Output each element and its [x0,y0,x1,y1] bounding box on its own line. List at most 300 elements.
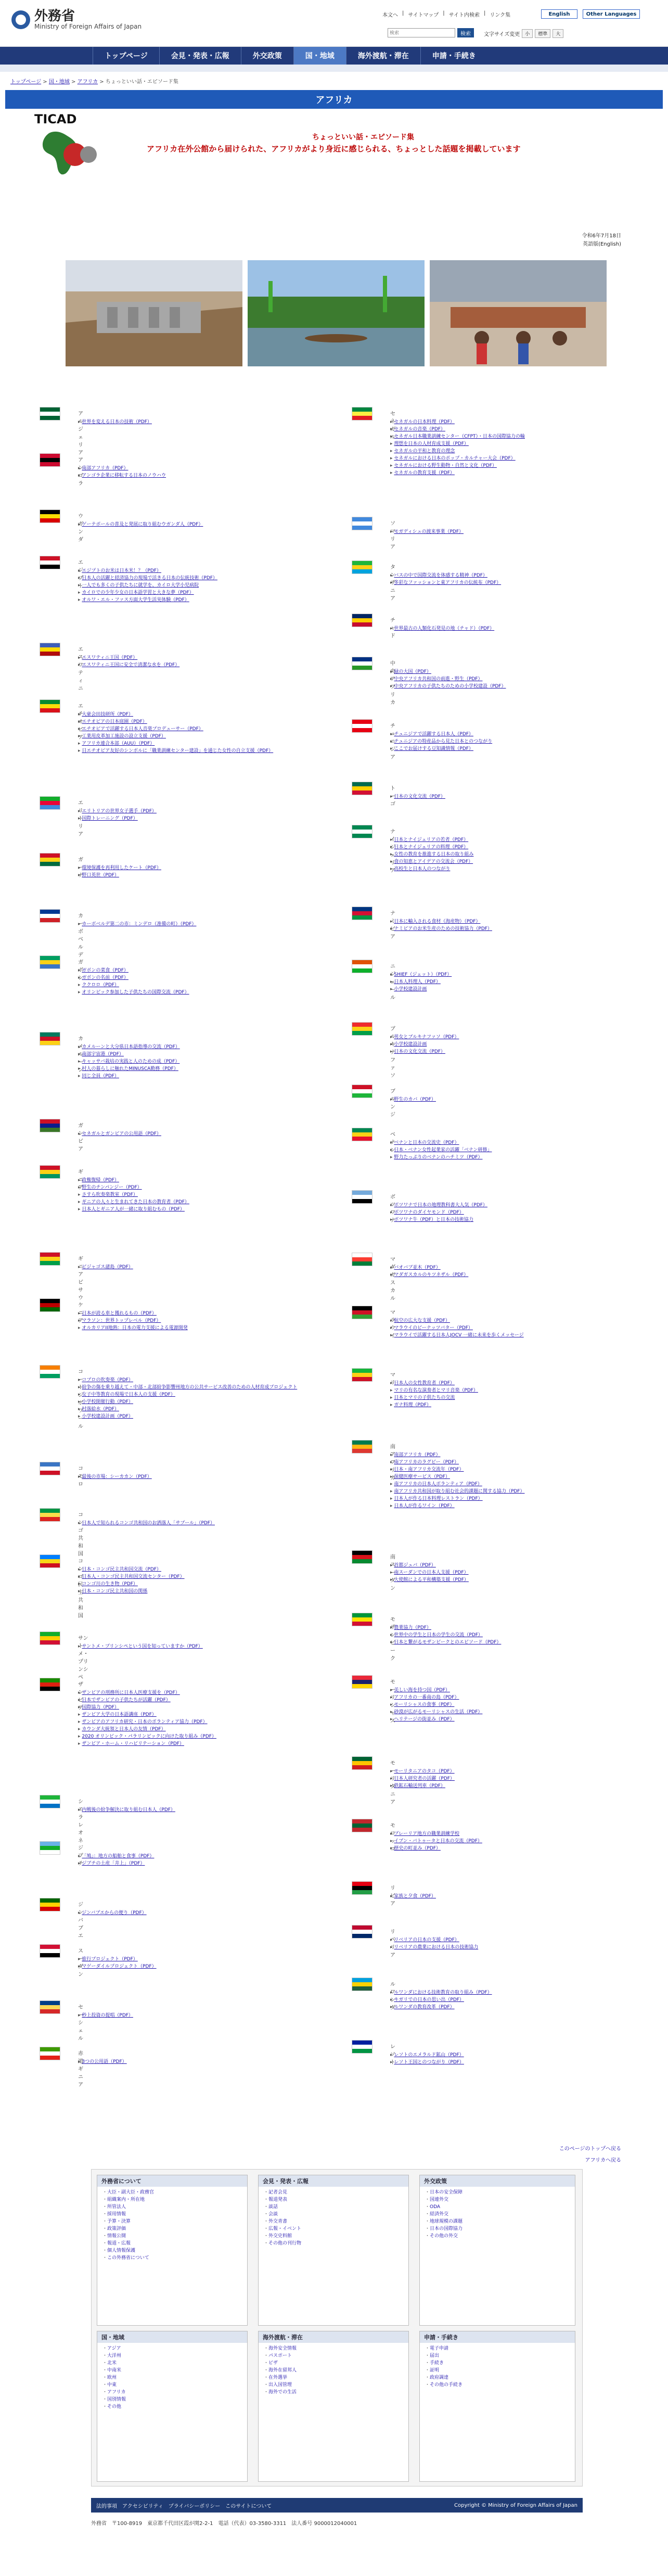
episode-item [78,1376,297,1384]
country-flag-icon [40,643,60,656]
country-links [78,1806,175,1814]
episode-link[interactable]: 緑の大国（PDF） [394,669,431,674]
episode-item [390,1576,469,1584]
country-name: コンゴ民主共和国 [78,1559,83,1619]
episode-link[interactable]: ルワンダにおける技術教育の取り組み（PDF） [394,1990,492,1996]
sitemap-link[interactable]: ・ 所管法人 [102,2203,242,2211]
episode-link[interactable]: 南部アフリカ（PDF） [82,465,129,471]
episode-link[interactable]: 南アフリカ共和国が取り組む社会的課題に関する協力（PDF） [394,1489,525,1495]
episode-item [78,1051,180,1058]
episode-link[interactable]: リベリアの農業における日本の技術協力 [394,1944,479,1950]
episode-link[interactable]: オルカリアII地熱：日本の電力支援による電源開発 [82,1325,188,1331]
episode-item [390,1139,492,1146]
episode-link[interactable]: 紛争の傷を乗り越えて・中部・北部紛争影響州地方の公共サービス改善のための人材育成プロジェクト [82,1385,298,1391]
sitemap-link[interactable]: ・ ビザ [264,2360,403,2367]
episode-link[interactable]: セネガルとガンビアの公用語（PDF） [82,1131,161,1137]
episode-link[interactable]: 日本人とギニア人が一緒に取り組むもの（PDF） [82,1207,185,1213]
episode-link[interactable]: 日エチオピア友好のシンボルに「職業訓練センター建設」を通じた女性の自立支援（PDF） [82,748,274,754]
breadcrumb-item[interactable]: 国・地域 [48,79,70,85]
episode-link[interactable]: イブン・バトゥータと日本の交流（PDF） [394,1839,482,1844]
episode-link[interactable]: 日本人料理人（PDF） [394,979,441,985]
footer-sitemap [91,2169,583,2486]
episode-link[interactable]: ザンビアのアフリカ研究・日本のボランティア協力（PDF） [82,1719,208,1725]
sitemap-link[interactable]: ・ 中南米 [102,2367,242,2374]
episode-link[interactable]: 食の知恵とアイデアの交流会（PDF） [394,859,473,865]
episode-link[interactable]: 男女とブルキナファソ（PDF） [394,1034,459,1040]
episode-link[interactable]: セネガルの平和と教育の理念 [394,449,455,454]
episode-link[interactable]: レソト王国とのつながり（PDF） [394,2060,464,2065]
english-button[interactable]: English [541,9,577,19]
episode-link[interactable]: 日本とナイジェリアの料理（PDF） [394,845,469,850]
sitemap-link[interactable]: ・ 出入国管理 [264,2381,403,2389]
sitemap-link[interactable]: ・ 採用情報 [102,2211,242,2218]
episode-link[interactable]: 中央アフリカの子供たちのための小学校建設（PDF） [394,684,506,689]
episode-link[interactable]: ここでお届けする豆知識情報（PDF） [394,746,473,751]
episode-link[interactable]: セネガルにおける野生動物・自然と文化（PDF） [394,463,497,468]
episode-item [78,711,273,718]
episode-link[interactable]: セネガルにおける日本のポップ・カルチャー大会（PDF） [394,456,516,461]
episode-link[interactable]: 日本・南アフリカ交流年（PDF） [394,1467,464,1473]
episode-link[interactable]: 国際協力（PDF） [82,1704,119,1710]
dam-photo [66,260,242,366]
sitemap-link[interactable]: ・ 政府調達 [425,2374,570,2381]
country-flag-icon [352,614,372,627]
episode-link[interactable]: セネガルの音楽（PDF） [394,427,445,432]
episode-link[interactable]: コンゴ川の生き物（PDF） [82,1582,138,1587]
episode-link[interactable]: マラウイのピーナッツバター（PDF） [394,1325,473,1331]
country-links [390,1624,501,1646]
episode-link[interactable]: ククロロ（PDF） [82,983,119,988]
episode-link[interactable]: 多彩なファッションと東アフリカの伝統布（PDF） [394,580,502,585]
episode-link[interactable]: 最後の市場：シーカカン（PDF） [82,1474,152,1480]
country-flag-icon [352,1756,372,1770]
episode-item [390,462,525,469]
episode-link[interactable]: ザンビアの刑務所に日本人医療支援を（PDF） [82,1690,180,1695]
episode-link[interactable]: 大使館による平和構築支援（PDF） [394,1577,469,1583]
sitemap-link[interactable]: ・ その他の刊行物 [264,2240,403,2247]
episode-item [390,1701,482,1708]
episode-link[interactable]: 日本人・コンゴ民主共和国交流センター（PDF） [82,1574,185,1580]
episode-link[interactable]: 日本でザンビアの子供たちが活躍（PDF） [82,1697,171,1703]
episode-link[interactable]: 日本・ベナン女性起業家の活躍「ベナン研修」 [394,1147,492,1153]
sitemap-link[interactable]: ・ 海外安全情報 [264,2345,403,2352]
episode-link[interactable]: 一人でも多くの子供たちに就学を、カイロ大学小児病院 [82,583,199,589]
sitemap-link[interactable]: ・ パスポート [264,2352,403,2360]
nav-item[interactable]: トップページ [93,47,159,65]
episode-item [390,1562,469,1569]
country-flag-icon [352,782,372,795]
episode-link[interactable]: セネガルの日本料理（PDF） [394,419,455,425]
country-links [78,711,273,755]
sitemap-link[interactable]: ・ 手続き [425,2360,570,2367]
episode-link[interactable]: 南アフリカのラグビー（PDF） [394,1460,459,1465]
sitemap-link[interactable]: ・ 予算・決算 [102,2218,242,2225]
episode-link[interactable]: 野口英世（PDF） [82,872,119,878]
nav-item[interactable]: 会見・発表・広報 [159,47,241,65]
episode-link[interactable]: 小学校建設計画（PDF） [82,1414,133,1420]
episode-link[interactable]: 高校生と日本人のつながり [394,866,451,872]
sitemap-link[interactable]: ・ 欧州 [102,2374,242,2381]
episode-link[interactable]: 日本が誇る車と獲れるもの（PDF） [82,1311,157,1317]
country-links [78,1520,215,1527]
country-links [390,731,492,753]
episode-link[interactable]: マラソン：世界トップレベル（PDF） [82,1318,161,1324]
episode-item [390,918,492,925]
sitemap-link[interactable]: ・ 経済外交 [425,2211,570,2218]
episode-link[interactable]: 秒上投資の提唱（PDF） [82,2013,133,2018]
country-name: コモロ [78,1466,83,1488]
country-name: ソマリア [390,521,395,551]
episode-item [78,989,189,996]
sitemap-link[interactable]: ・ 日本の安全保障 [425,2189,570,2196]
country-name: スーダン [78,1948,83,1978]
episode-item [78,1726,216,1733]
episode-item [78,1043,180,1051]
font-size-normal-button[interactable]: 標準 [535,29,550,38]
episode-item [390,675,506,683]
episode-item [390,1481,524,1488]
sitemap-link[interactable]: ・ 届出 [425,2352,570,2360]
episode-link[interactable]: ベナンと日本の交流史（PDF） [394,1140,459,1146]
episode-link[interactable]: 工業用皮革加工施設の設立支援（PDF） [82,733,166,739]
country-flag-icon [40,1795,60,1808]
episode-link[interactable]: バスの中で国際交流を体感する精神（PDF） [394,572,487,578]
country-links [78,1643,203,1650]
sitemap-block [419,2331,575,2482]
sitemap-link[interactable]: ・ アフリカ [102,2389,242,2396]
font-size-small-button[interactable]: 小 [522,29,533,38]
util-link[interactable]: サイト内検索 [448,12,480,18]
sitemap-link[interactable]: ・ 証明 [425,2367,570,2374]
episode-item [390,433,525,440]
nav-item[interactable]: 申請・手続き [420,47,487,65]
episode-link[interactable]: アフリカ連合本部（AUU）（PDF） [82,741,155,746]
episode-link[interactable]: 美しい海を持つ国（PDF） [394,1687,450,1693]
sitemap-link[interactable]: ・ 記者会見 [264,2189,403,2196]
episode-link[interactable]: エジプトのお米は日本米！？（PDF） [82,568,161,574]
sitemap-link[interactable]: ・ 談話 [264,2203,403,2211]
sitemap-link[interactable]: ・ 日本の国際協力 [425,2225,570,2233]
country-flag-icon [352,825,372,838]
sitemap-heading[interactable]: 外交政策 [420,2175,575,2187]
episode-link[interactable]: 女性の教育を推進する日本の取り組み [394,852,474,858]
episode-link[interactable]: 小学校建設計画 [394,986,427,992]
episode-item [390,1459,524,1466]
nav-item[interactable]: 海外渡航・滞在 [346,47,420,65]
country-name: マリ [390,1372,395,1386]
english-version-link[interactable]: 英語版(English) [583,241,621,247]
episode-link[interactable]: カイロでの少年少女の日本語学習と大きな夢（PDF） [82,590,194,596]
episode-item [390,1041,459,1048]
episode-link[interactable]: 日本と繋がるモザンビークとのエピソード（PDF） [394,1639,502,1645]
episode-link[interactable]: 理想を日本の人材育成支援（PDF） [394,441,469,447]
episode-link[interactable]: 日本人の女性教育者（PDF） [394,1380,455,1386]
episode-link[interactable]: リベリアの日本の支援（PDF） [394,1937,459,1943]
sitemap-link[interactable]: ・ 大洋州 [102,2352,242,2360]
back-to-africa-link[interactable]: アフリカへ戻る [585,2158,621,2163]
episode-link[interactable]: マラウイで活躍する日本人JOCV 一緒に未来を歩くメッセージ [394,1332,524,1338]
sitemap-heading[interactable]: 申請・手続き [420,2331,575,2343]
episode-link[interactable]: マゲーダイルプロジェクト（PDF） [82,1963,157,1969]
episode-link[interactable]: 小学校開催行動（PDF） [82,1399,133,1405]
sitemap-link[interactable]: ・ アジア [102,2345,242,2352]
episode-link[interactable]: 世界最古の人類化石発見の地（チャド）（PDF） [394,626,495,631]
font-size-large-button[interactable]: 大 [553,29,563,38]
episode-link[interactable]: 保健医療サービス（PDF） [394,1474,450,1480]
episode-link[interactable]: 砂漠が広がるモーリシャスの生活（PDF） [394,1709,483,1715]
country-name: ケニア [78,1303,83,1324]
episode-link[interactable]: 中央アフリカ共和国の前進・野生（PDF） [394,677,483,682]
episode-link[interactable]: 旅行プロジェクト（PDF） [82,1956,138,1962]
episode-link[interactable]: 日本・コンゴ民主共和国交流（PDF） [82,1567,161,1573]
search-input[interactable] [388,28,455,37]
episode-link[interactable]: ボツワナで日本の地理教科書大人気（PDF） [394,1203,487,1208]
episode-link[interactable]: チュニジアで活躍する日本人（PDF） [394,732,473,737]
episode-link[interactable]: 南アフリカの日本人ボランティア（PDF） [394,1482,482,1487]
episode-link[interactable]: 国際トレーニング（PDF） [82,816,138,822]
episode-link[interactable]: 野生のカバ（PDF） [394,1096,436,1102]
episode-link[interactable]: ガボンの菜食（PDF） [82,968,129,974]
country-links [78,1909,147,1917]
country-name: ルワンダ [390,1982,395,2011]
episode-link[interactable]: 村落給水（PDF） [82,1407,119,1412]
country-name: モーリタニア [390,1761,395,1806]
episode-link[interactable]: SHIEF（ジェット）（PDF） [394,972,452,977]
country-name: ガボン [78,960,83,981]
episode-link[interactable]: 日本に輸入される食材（海産物）（PDF） [394,919,481,924]
country-name: ギニアビサウ [78,1256,83,1302]
episode-link[interactable]: 日本人で知られるコンゴ共和国のお洒落人「サプール」（PDF） [82,1521,215,1526]
search-button[interactable]: 検索 [457,28,474,37]
episode-item [390,1944,478,1951]
sitemap-link[interactable]: ・ 中東 [102,2381,242,2389]
country-links [390,1936,478,1951]
nav-item[interactable]: 外交政策 [241,47,293,65]
episode-link[interactable]: キャッサバ栽培の実践と人のための成（PDF） [82,1059,180,1065]
episode-link[interactable]: オルワ・エル・ファス方面大学生活実体験（PDF） [82,597,189,603]
episode-link[interactable]: 村人の暮らしに触れたMINUSCA勤務（PDF） [82,1066,178,1072]
episode-link[interactable]: バオバブ並木（PDF） [394,1265,441,1271]
breadcrumb-item[interactable]: アフリカ [77,79,98,85]
sitemap-link[interactable]: ・ 個人情報保護 [102,2247,242,2254]
episode-link[interactable]: ビジャゴス諸島（PDF） [82,1265,133,1270]
episode-item [78,1806,175,1814]
episode-link[interactable]: 「鳩」：地方の船舶と食事（PDF） [82,1854,155,1859]
episode-link[interactable]: 3つの公用語（PDF） [82,2059,127,2064]
episode-link[interactable]: エチオピアで活躍する日本人音楽プロデューサー（PDF） [82,726,203,732]
sitemap-link[interactable]: ・ その他 [102,2403,242,2411]
country-flag-icon [352,1819,372,1832]
episode-item [390,572,501,579]
episode-link[interactable]: カーボベルデ第二の市：ミンデロ（准備の町）（PDF） [82,922,197,927]
sitemap-link[interactable]: ・ 外交史料館 [264,2233,403,2240]
country-links [78,1177,189,1213]
episode-item [390,1893,436,1900]
episode-item [390,865,473,873]
episode-link[interactable]: 鉄鉱石輸送列車（PDF） [394,1783,445,1789]
episode-link[interactable]: 農業協力（PDF） [394,1625,431,1630]
episode-link[interactable]: オリンピック参加した子供たちの国際交流（PDF） [82,990,189,996]
breadcrumb-item[interactable]: トップページ [10,79,42,85]
episode-link[interactable]: サントメ・プリンシペという国を知っていますか（PDF） [82,1643,203,1649]
episode-link[interactable]: ゲーテボールの普及と発展に取り組むウガンダ人（PDF） [82,522,203,528]
episode-link[interactable]: エスワティニ王国に安全で清潔な水を（PDF） [82,662,180,668]
episode-link[interactable]: ナミビアのお米生産のための技術協力（PDF） [394,926,492,932]
episode-link[interactable]: マダガスカルのキツネザル（PDF） [394,1272,469,1278]
episode-link[interactable]: 大豪会田技研所（PDF） [82,711,133,717]
episode-link[interactable]: コプロの吹奏楽（PDF） [82,1378,133,1383]
episode-link[interactable]: ギニアの人々と生まれてきた日本の教育者（PDF） [82,1200,189,1205]
sitemap-list [259,2343,408,2398]
episode-item [390,844,473,851]
episode-link[interactable]: チュニジアの特産品から見た日本とのつながり [394,739,493,744]
episode-link[interactable]: 航空の広大な支援（PDF） [394,1318,450,1323]
episode-link[interactable]: 首都ジュバ（PDF） [394,1562,436,1568]
country-links [78,2012,133,2019]
sitemap-link[interactable]: ・ 報道発表 [264,2196,403,2203]
episode-link[interactable]: カウンダ大統領と日本人の友情（PDF） [82,1726,166,1732]
episode-link[interactable]: 日本人が作る日本料理レストラン（PDF） [394,1496,483,1502]
episode-link[interactable]: さすら吹奏楽教室（PDF） [82,1192,138,1198]
episode-link[interactable]: セネガル日本職業訓練センター（CFPT）・日本の国際協力の輪 [394,434,525,439]
episode-link[interactable]: ブレーリア地方の職業訓練学校 [394,1831,460,1837]
episode-link[interactable]: 2020 オリンピック・パラリンピックに向けた取り組み（PDF） [82,1733,216,1739]
episode-link[interactable]: レソトのエメラルド鉱山（PDF） [394,2052,464,2058]
episode-link[interactable]: キガリでの日本の思い出（PDF） [394,1997,464,2003]
sitemap-link[interactable]: ・ 海外での生活 [264,2389,403,2396]
episode-link[interactable]: ジブチの土産「井上」（PDF） [82,1861,145,1867]
episode-link[interactable]: モガディシュの渡来事業（PDF） [394,529,464,535]
site-logo[interactable] [11,9,142,30]
episode-item [78,864,161,872]
episode-link[interactable]: 世界中の学生と日本の学生の交流（PDF） [394,1632,483,1638]
episode-item [390,1264,468,1271]
episode-link[interactable]: セネガルの教育支援（PDF） [394,470,455,476]
page-title: アフリカ [5,90,663,109]
episode-link[interactable]: ガナ料理（PDF） [394,1402,431,1408]
episode-link[interactable]: エリトリアの世界女子選手（PDF） [82,809,157,814]
back-to-top-link[interactable]: このページのトップへ戻る [559,2146,621,2152]
country-name: コートジボワール [78,1369,83,1430]
episode-link[interactable]: 家族と夕食（PDF） [394,1894,436,1899]
episode-link[interactable]: 日本とマリの子供たちの交流 [394,1395,455,1400]
episode-link[interactable]: ザンビア・ホーム・リハビリテーション（PDF） [82,1741,184,1746]
sitemap-link[interactable]: ・ ODA [425,2203,570,2211]
episode-link[interactable]: モーリタニアのタコ（PDF） [394,1769,455,1775]
episode-link[interactable]: カメルーンと大分県日本語指導の交流（PDF） [82,1044,180,1050]
sitemap-link[interactable]: ・ 大臣・副大臣・政務官 [102,2189,242,2196]
util-link[interactable]: リンク集 [490,12,511,18]
sitemap-link[interactable]: ・ 電子申請 [425,2345,570,2352]
episode-link[interactable]: 南スーダンでの日本人支援（PDF） [394,1570,469,1575]
util-link[interactable]: 本文へ [382,12,398,18]
sitemap-link[interactable]: ・ 外交青書 [264,2218,403,2225]
episode-link[interactable]: 日本人研究者の活躍（PDF） [394,1776,455,1782]
sitemap-link[interactable]: ・ 国別情報 [102,2396,242,2403]
episode-link[interactable]: モーリシャスの食事（PDF） [394,1702,455,1707]
episode-link[interactable]: 日本・コンゴ民主共和国の関係 [82,1589,148,1595]
sitemap-heading[interactable]: 外務省について [97,2175,247,2187]
sitemap-link[interactable]: ・ 国連外交 [425,2196,570,2203]
episode-link[interactable]: 南部アフリカ（PDF） [394,1452,441,1458]
sitemap-link[interactable]: ・ その他の手続き [425,2381,570,2389]
episode-link[interactable]: 歴史の町並み（PDF） [394,1846,441,1852]
episode-link[interactable]: 環境保護を再利用したケート（PDF） [82,865,161,871]
episode-link[interactable]: ボツワナのダイヤモンド（PDF） [394,1210,464,1216]
episode-link[interactable]: エスワティニ王国（PDF） [82,655,138,661]
episode-link[interactable]: 女子中等教育の現場で日本人の支援（PDF） [82,1392,175,1398]
sitemap-link[interactable]: ・ 北米 [102,2360,242,2367]
country-flag-icon [40,1252,60,1266]
sitemap-link[interactable]: ・ 広報・イベント [264,2225,403,2233]
episode-link[interactable]: 日本の文化交流（PDF） [394,1049,445,1054]
episode-link[interactable]: 同じ全員（PDF） [82,1074,119,1079]
sitemap-heading[interactable]: 会見・発表・広報 [259,2175,408,2187]
logo-subtitle: Ministry of Foreign Affairs of Japan [34,23,142,30]
sitemap-link[interactable]: ・ 地球規模の課題 [425,2218,570,2225]
sitemap-link[interactable]: ・ 在外選挙 [264,2374,403,2381]
nav-item[interactable]: 国・地域 [293,47,346,65]
other-languages-button[interactable]: Other Languages [583,9,640,19]
episode-link[interactable]: 日本人が作るワイン（PDF） [394,1503,455,1509]
sitemap-heading[interactable]: 国・地域 [97,2331,247,2343]
episode-item [78,1711,216,1718]
sitemap-link[interactable]: ・ 報道・広報 [102,2240,242,2247]
sitemap-link[interactable]: ・ この外務省について [102,2254,242,2262]
sitemap-link[interactable]: ・ 情報公開 [102,2233,242,2240]
episode-link[interactable]: 小学校建設計画 [394,1041,427,1047]
episode-link[interactable]: マリの有名な演奏者とマリ音楽（PDF） [394,1387,478,1393]
sitemap-heading[interactable]: 海外渡航・滞在 [259,2331,408,2343]
logo-title: 外務省 [34,8,75,24]
episode-link[interactable]: 日本とナイジェリアの若者（PDF） [394,837,469,843]
episode-link[interactable]: 政権復帰（PDF） [82,1178,119,1183]
episode-link[interactable]: アンゴラ企業に移転する日本のノウハウ [82,473,166,478]
episode-link[interactable]: ルワンダの教育改革（PDF） [394,2005,455,2010]
episode-link[interactable]: 内戦後の紛争解決に取り組む日本人（PDF） [82,1807,175,1813]
sitemap-link[interactable]: ・ 政策評価 [102,2225,242,2233]
episode-link[interactable]: 南部宇宙港（PDF） [82,1052,124,1057]
country-flag-icon [352,657,372,670]
episode-link[interactable]: 野力たっぷりのベナンのハチミツ（PDF） [394,1155,483,1161]
sitemap-link[interactable]: ・ その他の外交 [425,2233,570,2240]
episode-link[interactable]: ガボンの名前（PDF） [82,975,129,981]
episode-link[interactable]: エチオピアの日本庭園（PDF） [82,719,147,724]
episode-item [390,2051,464,2059]
episode-link[interactable]: アフリカの一番南の島（PDF） [394,1694,459,1700]
episode-item [390,2059,464,2066]
sitemap-link[interactable]: ・ 会談 [264,2211,403,2218]
util-link[interactable]: サイトマップ [408,12,439,18]
country-name: セーシェル [78,2005,83,2042]
episode-link[interactable]: 世界を変える日本の技術（PDF） [82,419,152,425]
episode-link[interactable]: ヘリテージの街並み（PDF） [394,1716,455,1722]
episode-link[interactable]: ザンビア大学の日本語講座（PDF） [82,1712,157,1717]
country-name: ジブチ [78,1845,83,1867]
country-links [78,1043,180,1080]
episode-link[interactable]: 日本の文化交流（PDF） [394,794,445,799]
episode-link[interactable]: ジンバブエからの便り（PDF） [82,1910,147,1916]
episode-link[interactable]: ボツワナ牛（PDF）と日本の技術協力 [394,1217,473,1223]
breadcrumb-item: ちょっといい話・エピソード集 [105,79,178,85]
sitemap-link[interactable]: ・ 組織案内・所在地 [102,2196,242,2203]
footer-links[interactable]: 法的事項 アクセシビリティ プライバシーポリシー このサイトについて [96,2503,272,2509]
country-links [390,1380,478,1409]
country-links [390,1451,524,1510]
episode-link[interactable]: 野生のチンパンジー（PDF） [82,1185,142,1191]
episode-link[interactable]: 日本人の活躍と経済協力の現場で活きる日本の伝統技術（PDF） [82,576,217,581]
sitemap-link[interactable]: ・ 海外在留邦人 [264,2367,403,2374]
